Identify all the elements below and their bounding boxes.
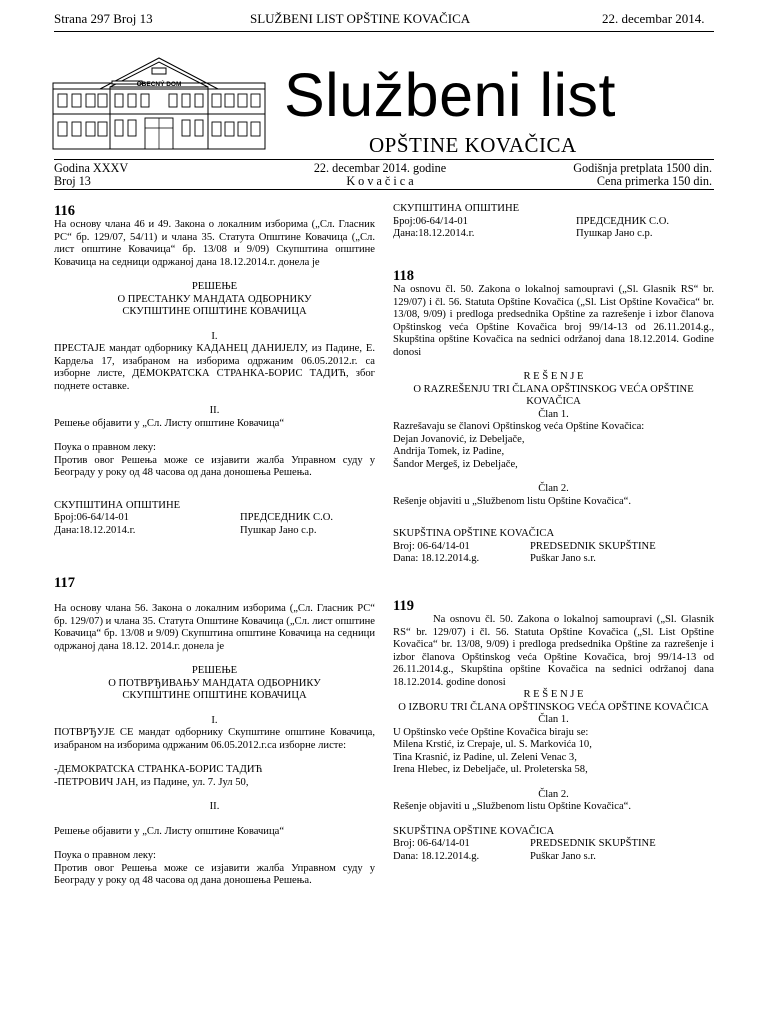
legal-remedy-text: Против овог Решења може се изјавити жалба Управном суду у Београду у року од 48 часова од дана доношења Решења. <box>54 862 375 886</box>
issue-year: Godina XXXV <box>54 161 129 175</box>
signature-row: Broj: 06-64/14-01 PREDSEDNIK SKUPŠTINE <box>393 540 656 552</box>
article-text: Rešenje objaviti u „Službenom listu Opštine Kovačica“. <box>393 801 632 812</box>
member-item: Andrija Tomek, iz Padine, <box>393 446 505 457</box>
section-number: II. <box>209 801 220 812</box>
info-rule <box>54 189 714 190</box>
issue-date-block <box>310 162 450 188</box>
copy-price: Cena primerka 150 din. <box>596 174 712 188</box>
article-number: Član 2. <box>538 483 569 494</box>
section-text: ПРЕСТАЈЕ мандат одборнику КАДАНЕЦ ДАНИЈЕЛУ, из Падине, Е. Кардеља 17, изабраном на изборима одржаним 06.05.2012.г. са изборне листе, ДЕМОКРАТСКА СТРАНКА-БОРИС ТАДИЋ, због поднете оставке. <box>54 343 375 392</box>
legal-remedy-heading: Поука о правном леку: <box>54 850 156 861</box>
signature-row: Број:06-64/14-01 ПРЕДСЕДНИК С.О. <box>54 512 334 523</box>
decision-119 <box>393 598 714 863</box>
member-item: Irena Hlebec, iz Debeljače, ul. Proleterska 58, <box>393 764 588 775</box>
decision-116 <box>54 203 375 537</box>
decision-title: R E Š E N J E O IZBORU TRI ČLANA OPŠTINSKOG VEĆA OPŠTINE KOVAČICA <box>398 689 709 713</box>
article-number: Član 2. <box>538 788 569 800</box>
decision-number: 116 <box>54 203 75 219</box>
decision-116-signature-continued <box>393 203 714 241</box>
article-number: Član 1. <box>538 408 569 420</box>
article-text: U Opštinsko veće Opštine Kovačica biraju se: <box>393 726 589 738</box>
decision-preamble: Na osnovu čl. 50. Zakona o lokalnoj samoupravi („Sl. Glasnik RS“ br. 129/07) i čl. 56. Statuta Opštine Kovačica („Sl. List Opštine Kovačica“ br. 13/08, 9/09) i predloga predsednika Opštine za razrešenje i izbor članova Opštinskog veća Opštine Kovačica, broj 99/14-13 od 26.11.2014.g., Skupština opštine Kovačica na sednici održanoj dana 18.12.2014. godine donosi <box>393 614 714 688</box>
header-date: 22. decembar 2014. <box>602 11 705 26</box>
signature-row: Dana: 18.12.2014.g. Puškar Jano s.r. <box>393 553 596 564</box>
candidate-name: -ПЕТРОВИЧ ЈАН, из Падине, ул. 7. Јул 50, <box>54 776 249 788</box>
issue-place: K o v a č i c a <box>346 174 414 188</box>
issue-date: 22. decembar 2014. godine <box>313 161 447 175</box>
candidate-list: -ДЕМОКРАТСКА СТРАНКА-БОРИС ТАДИЋ <box>54 764 263 775</box>
member-item: Milena Krstić, iz Crepaje, ul. S. Markovića 10, <box>393 739 592 750</box>
signature-row: Broj: 06-64/14-01 PREDSEDNIK SKUPŠTINE <box>393 838 656 849</box>
decision-title: РЕШЕЊЕ О ПОТВРЂИВАЊУ МАНДАТА ОДБОРНИКУ СКУПШТИНЕ ОПШТИНЕ КОВАЧИЦА <box>108 665 321 701</box>
decision-117 <box>54 575 375 888</box>
article-text: Rešenje objaviti u „Službenom listu Opštine Kovačica“. <box>393 495 632 507</box>
article-text: Razrešavaju se članovi Opštinskog veća Opštine Kovačica: <box>393 421 645 432</box>
signature-row: Број:06-64/14-01 ПРЕДСЕДНИК С.О. <box>393 215 670 227</box>
subscription-price: Godišnja pretplata 1500 din. <box>573 161 712 175</box>
header-rule <box>54 31 714 32</box>
decision-preamble: На основу члана 46 и 49. Закона о локалним изборима („Сл. Гласник РС“ бр. 129/07, 54/11) и члана 35. Статута Општине Ковачица („Сл. лист општине Ковачица“ бр. 13/08 и 9/09) Скупштина општине Ковачица на седници одржаној дана 18.12.2014.г. донела је <box>54 219 375 268</box>
issue-price-block <box>573 162 712 188</box>
section-number: II. <box>209 405 220 416</box>
section-text: Решење објавити у „Сл. Листу општине Ковачица“ <box>54 825 285 837</box>
legal-remedy-text: Против овог Решења може се изјавити жалба Управном суду у Београду у року од 48 часова од дана доношења Решења. <box>54 454 375 478</box>
section-number: I. <box>211 330 218 342</box>
signature-row: Дана:18.12.2014.г. Пушкар Јано с.р. <box>54 524 317 536</box>
article-number: Član 1. <box>538 714 569 725</box>
section-text: Решење објавити у „Сл. Листу општине Ковачица“ <box>54 417 285 429</box>
section-number: I. <box>211 714 218 726</box>
signature-org: SKUPŠTINA OPŠTINE KOVAČICA <box>393 825 555 837</box>
gazette-name: SLUŽBENI LIST OPŠTINE KOVAČICA <box>250 11 471 26</box>
decision-number: 117 <box>54 575 75 591</box>
decision-preamble: На основу члана 56. Закона о локалним изборима („Сл. Гласник РС“ бр. 129/07) и члана 35. Статута Општине Ковачица („Сл. лист општине Ковачица“ бр. 13/08 и 9/09) Скупштина општине Ковачица на седници одржаној дана 18.12. 2014.г. донела је <box>54 603 375 652</box>
masthead-subtitle: OPŠTINE KOVAČICA <box>369 133 577 157</box>
decision-title: РЕШЕЊЕ О ПРЕСТАНКУ МАНДАТА ОДБОРНИКУ СКУПШТИНЕ ОПШТИНЕ КОВАЧИЦА <box>117 281 312 317</box>
signature-row: Дана:18.12.2014.г. Пушкар Јано с.р. <box>393 228 653 239</box>
signature-row: Dana: 18.12.2014.g. Puškar Jano s.r. <box>393 850 596 862</box>
decision-title: R E Š E N J E O RAZREŠENJU TRI ČLANA OPŠTINSKOG VEĆA OPŠTINE KOVAČICA <box>413 371 694 407</box>
page-label: Strana 297 Broj 13 <box>54 11 153 26</box>
signature-org: SKUPŠTINA OPŠTINE KOVAČICA <box>393 528 555 539</box>
member-item: Dejan Jovanović, iz Debeljače, <box>393 433 525 445</box>
decision-number: 119 <box>393 598 414 614</box>
building-logo <box>52 56 266 150</box>
decision-preamble: Na osnovu čl. 50. Zakona o lokalnoj samoupravi („Sl. Glasnik RS“ br. 129/07) i čl. 56. Statuta Opštine Kovačica („Sl. List Opštine Kovačica“ br. 13/08, 9/09) i predloga predsednika Opštine za razrešenje i izbor članova Opštinskog veća Opštine Kovačica broj 99/14-13 od 26.11.2014.g., Skupština opštine Kovačica na sednici održanoj dana 18.12.2014. Godine donosi <box>393 284 714 358</box>
signature-org: СКУПШТИНА ОПШТИНЕ <box>393 203 520 214</box>
section-text: ПОТВРЂУЈЕ СЕ мандат одборнику Скупштине општине Ковачица, изабраном на изборима одржаним 06.05.2012.г.са изборне листе: <box>54 727 375 751</box>
issue-year-block <box>54 162 128 188</box>
decision-number: 118 <box>393 268 414 284</box>
issue-number: Broj 13 <box>54 174 91 188</box>
legal-remedy-heading: Поука о правном леку: <box>54 442 156 453</box>
masthead-title: Službeni list <box>284 61 616 129</box>
logo-sign-text: OBECNÝ DOM <box>136 81 182 88</box>
member-item: Tina Krasnić, iz Padine, ul. Zeleni Venac 3, <box>393 751 577 763</box>
masthead-rule <box>54 159 714 160</box>
signature-org: СКУПШТИНА ОПШТИНЕ <box>54 499 181 511</box>
member-item: Šandor Mergeš, iz Debeljače, <box>393 458 518 470</box>
decision-118 <box>393 268 714 566</box>
